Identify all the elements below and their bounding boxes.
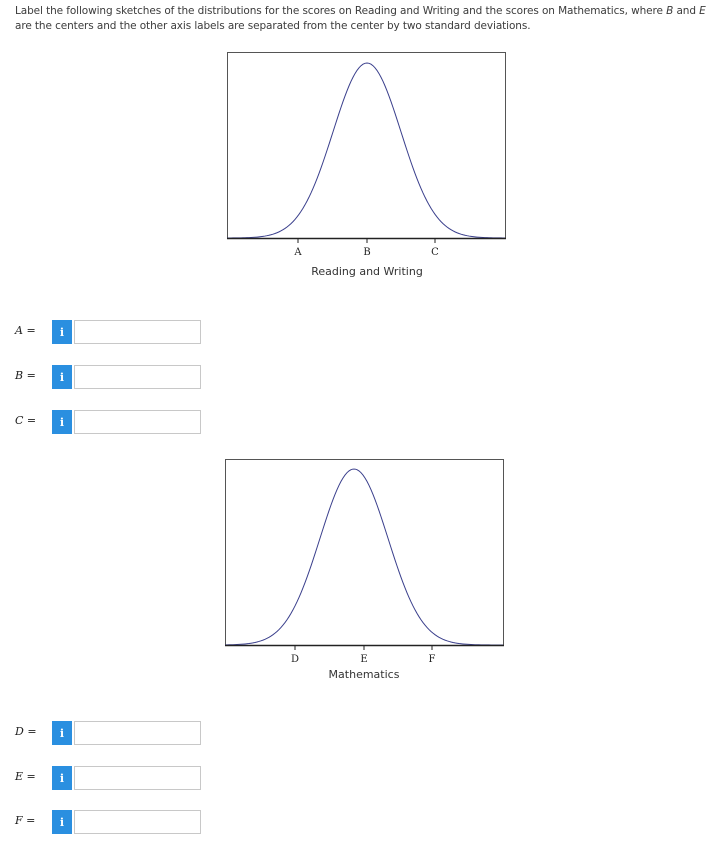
answer-row-a [0, 320, 210, 346]
answer-input-b[interactable] [74, 365, 201, 389]
prompt-text-2: and [673, 5, 700, 17]
info-button-d[interactable]: i [52, 721, 72, 745]
answer-row-c [0, 410, 210, 436]
math-tick-label-e: E [360, 654, 368, 665]
prompt-text-3: are the centers and the other axis labels are separated from the center by two standard deviations. [15, 20, 531, 32]
info-button-e[interactable]: i [52, 766, 72, 790]
answer-row-f [0, 810, 210, 836]
reading-axis-title: Reading and Writing [311, 265, 423, 278]
reading-plot-frame [228, 53, 506, 239]
math-tick-label-d: D [290, 654, 300, 665]
answer-row-d [0, 721, 210, 747]
answer-input-a[interactable] [74, 320, 201, 344]
answer-label-d: D = [15, 725, 37, 738]
answer-label-a: A = [15, 324, 36, 337]
answer-label-f: F = [15, 814, 36, 827]
answer-label-e: E = [15, 770, 36, 783]
math-tick-label-f: F [428, 654, 436, 665]
mathematics-distribution-plot [225, 459, 507, 689]
prompt-var-b: B [666, 5, 674, 17]
prompt-text-1: Label the following sketches of the distributions for the scores on Reading and Writing and the scores on Mathematics, where [15, 5, 667, 17]
question-prompt [15, 4, 715, 34]
answer-label-b: B = [15, 369, 36, 382]
info-button-c[interactable]: i [52, 410, 72, 434]
math-axis-title: Mathematics [328, 668, 400, 681]
answer-input-c[interactable] [74, 410, 201, 434]
reading-tick-label-b: B [363, 247, 371, 258]
reading-tick-label-c: C [431, 247, 439, 258]
reading-tick-label-a: A [294, 247, 302, 258]
reading-writing-distribution-plot [227, 52, 509, 282]
answer-input-f[interactable] [74, 810, 201, 834]
mathematics-svg [225, 459, 507, 689]
answer-input-e[interactable] [74, 766, 201, 790]
math-plot-frame [226, 460, 504, 646]
answer-row-e [0, 766, 210, 792]
info-button-f[interactable]: i [52, 810, 72, 834]
reading-writing-svg [227, 52, 509, 282]
info-button-a[interactable]: i [52, 320, 72, 344]
prompt-var-e: E [699, 5, 706, 17]
answer-input-d[interactable] [74, 721, 201, 745]
answer-label-c: C = [15, 414, 37, 427]
info-button-b[interactable]: i [52, 365, 72, 389]
answer-row-b [0, 365, 210, 391]
